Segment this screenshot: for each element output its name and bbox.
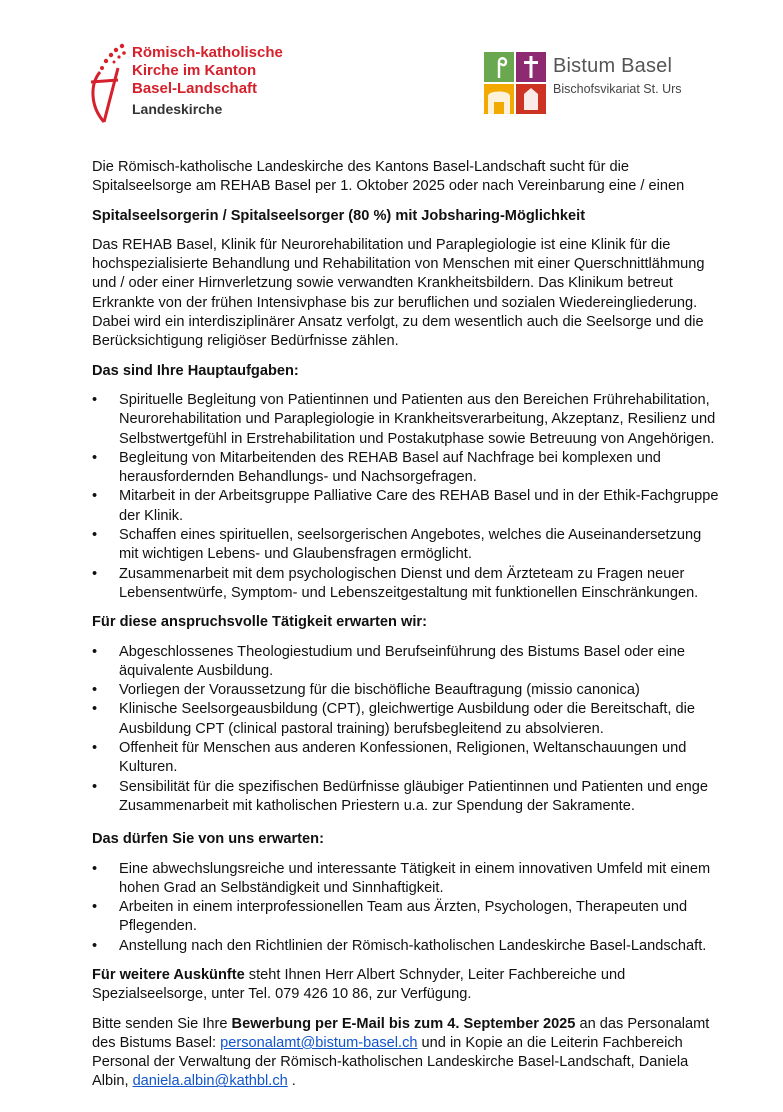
list-item: • Vorliegen der Voraussetzung für die bischöfliche Beauftragung (missio canonica) [92, 681, 722, 700]
list-item: • Abgeschlossenes Theologiestudium und Berufseinführung des Bistums Basel oder eine äquivalente Ausbildung. [92, 643, 722, 682]
list-item: • Zusammenarbeit mit dem psychologischen Dienst und dem Ärzteteam zu Fragen neuer Lebensentwürfe, Symptom- und Lebenszeitgestaltung mit funktionellen Einschränkungen. [92, 565, 722, 604]
contact-text: steht Ihnen Herr Albert Schnyder, Leiter Fachbereiche und Spezialseelsorge, unter Tel. 079 426 10 86, zur Verfügung. [92, 966, 626, 1003]
left-logo-line-2: Kirche im Kanton [132, 62, 257, 79]
application-text-1: Bitte senden Sie Ihre [92, 1015, 232, 1032]
intro-paragraph: Die Römisch-katholische Landeskirche des Kantons Basel-Landschaft sucht für die Spitalseelsorge am REHAB Basel per 1. Oktober 2025 oder nach Vereinbarung eine / einen [92, 159, 685, 195]
bistum-basel-logo [484, 52, 714, 122]
list-item: • Mitarbeit in der Arbeitsgruppe Palliative Care des REHAB Basel und in der Ethik-Fachgruppe der Klinik. [92, 487, 722, 526]
list-item: • Eine abwechslungsreiche und interessante Tätigkeit in einem innovativen Umfeld mit einem hohen Grad an Selbständigkeit und Sinnhaftigkeit. [92, 860, 722, 899]
list-item: • Spirituelle Begleitung von Patientinnen und Patienten aus den Bereichen Frührehabilitation, Neurorehabilitation und Paraplegiologie in Krankheitsverarbeitung, Akzeptanz, Resilienz und Selbstwertgefühl in Erstrehabilitation und Postakutphase sowie Betreuung von Angehörigen. [92, 391, 722, 449]
left-logo-line-3: Basel-Landschaft [132, 80, 258, 97]
daniela-albin-email-link[interactable]: daniela.albin@kathbl.ch [132, 1073, 288, 1090]
job-title: Spitalseelsorgerin / Spitalseelsorger (80 %) mit Jobsharing-Möglichkeit [92, 207, 586, 224]
offer-list [92, 860, 722, 956]
list-item: • Klinische Seelsorgeausbildung (CPT), gleichwertige Ausbildung oder die Bereitschaft, die Ausbildung CPT (clinical pastoral training) berufsbegleitend zu absolvieren. [92, 700, 722, 739]
application-text-3: und in Kopie an die Leiterin Fachbereich Personal der Verwaltung der Römisch-katholischen Landeskirche Basel-Landschaft, Daniela Albin, [92, 1034, 689, 1090]
description-paragraph: Das REHAB Basel, Klinik für Neurorehabilitation und Paraplegiologie ist eine Klinik für die hochspezialisierte Behandlung und Rehabilitation von Menschen mit einer Querschnittlähmung und / oder einer Hirnverletzung sowie verwandten Krankheitsbildern. Das Klinikum betreut Erkrankte von der frühen Intensivphase bis zur beruflichen und sozialen Wiedereingliederung. Dabei wird ein interdisziplinärer Ansatz verfolgt, zu dem wesentlich auch die Seelsorge und die Berücksichtigung religiöser Bedürfnisse zählen. [92, 236, 705, 350]
application-paragraph [92, 1015, 722, 1092]
requirements-list [92, 643, 722, 817]
landeskirche-logo [88, 42, 318, 126]
list-item: • Offenheit für Menschen aus anderen Konfessionen, Religionen, Weltanschauungen und Kulturen. [92, 739, 722, 778]
requirements-heading: Für diese anspruchsvolle Tätigkeit erwarten wir: [92, 614, 427, 631]
personalamt-email-link[interactable]: personalamt@bistum-basel.ch [220, 1034, 418, 1051]
tasks-list [92, 391, 722, 603]
list-item: • Sensibilität für die spezifischen Bedürfnisse gläubiger Patientinnen und Patienten und enge Zusammenarbeit mit katholischen Priestern u.a. zur Spendung der Sakramente. [92, 778, 722, 817]
contact-paragraph [92, 966, 722, 1005]
application-text-2: an das Personalamt des Bistums Basel: [92, 1015, 710, 1051]
cross-arc-icon [88, 42, 132, 126]
letterhead [0, 0, 783, 140]
list-item: • Schaffen eines spirituellen, seelsorgerischen Angebotes, welches die Auseinandersetzung mit wichtigen Lebens- und Glaubensfragen ermöglicht. [92, 526, 722, 565]
job-posting [92, 158, 722, 1102]
bistum-title: Bistum Basel [553, 55, 673, 77]
tasks-heading: Das sind Ihre Hauptaufgaben: [92, 362, 299, 379]
list-item: • Arbeiten in einem interprofessionellen Team aus Ärzten, Psychologen, Therapeuten und Pflegenden. [92, 898, 722, 937]
bistum-emblem-icon [484, 52, 546, 114]
list-item: • Anstellung nach den Richtlinien der Römisch-katholischen Landeskirche Basel-Landschaft. [92, 937, 722, 956]
left-logo-line-1: Römisch-katholische [132, 44, 283, 61]
application-text-4: . [287, 1073, 296, 1090]
contact-lead: Für weitere Auskünfte [92, 966, 245, 983]
offer-heading: Das dürfen Sie von uns erwarten: [92, 831, 324, 848]
bistum-subtitle: Bischofsvikariat St. Urs [553, 82, 682, 96]
left-logo-line-4: Landeskirche [132, 101, 223, 117]
list-item: • Begleitung von Mitarbeitenden des REHAB Basel auf Nachfrage bei komplexen und herausfordernden Behandlungs- und Nachsorgefragen. [92, 449, 722, 488]
application-deadline: Bewerbung per E-Mail bis zum 4. September 2025 [231, 1015, 576, 1032]
